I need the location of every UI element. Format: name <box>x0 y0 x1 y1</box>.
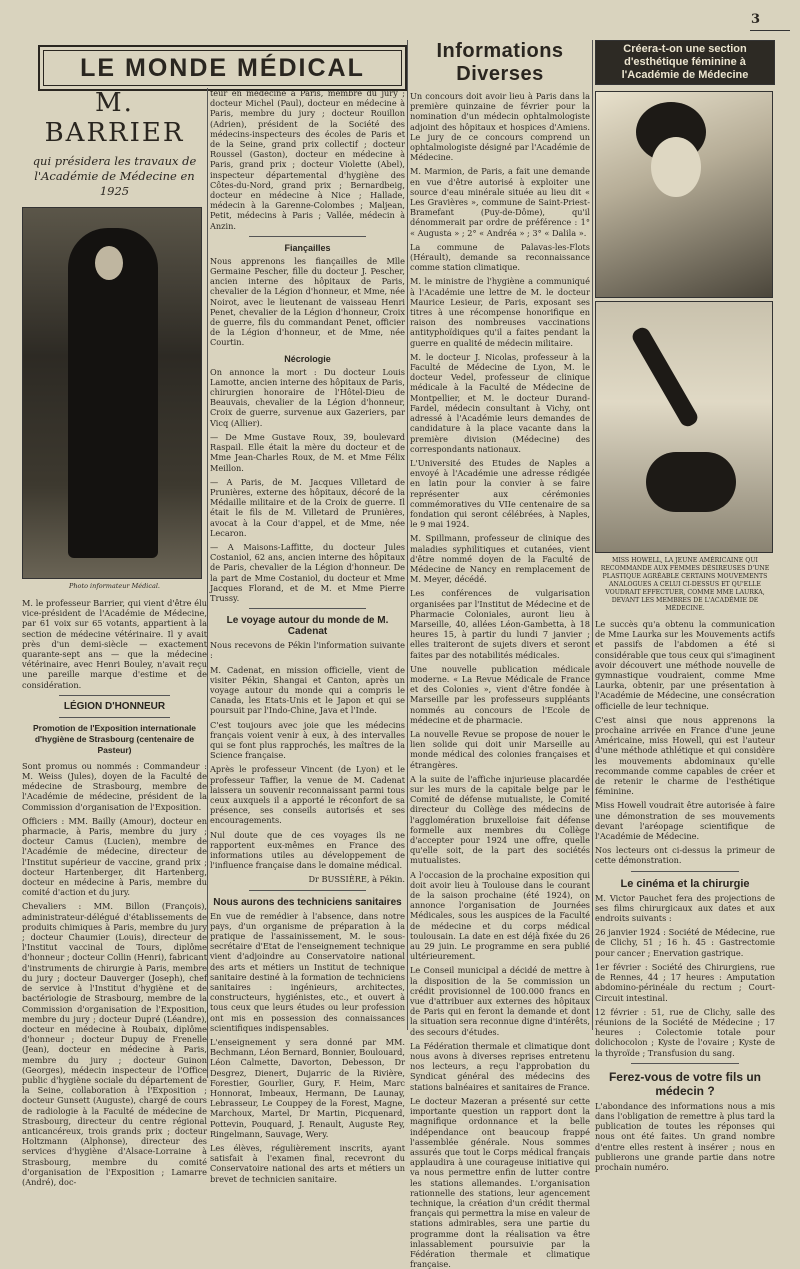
column-3 <box>410 40 591 1269</box>
exercise-photo <box>595 301 773 553</box>
barrier-subtitle: qui présidera les travaux de l'Académie de Médecine en 1925 <box>32 154 197 198</box>
legion-p2: Officiers : MM. Bailly (Amour), docteur en pharmacie, à Paris, membre du jury ; docteur Camus (Lucien), membre de l'Académie de médecine, directeur de l'Institut supérieur de vaccine, grand prix ; docteur Hartenberger, dit Hartenberg, docteur en médecine à Paris, membre du comité d'action et du jury. <box>22 815 207 898</box>
section-rule <box>59 695 170 696</box>
column-2 <box>210 88 405 1184</box>
column-1 <box>22 40 207 1187</box>
section-rule <box>631 871 739 872</box>
ferez-text: L'abondance des informations nous a mis dans l'obligation de remettre à plus tard la publication de toutes les réponses qui nous ont été faites. Un grand nombre d'entre elles restent à insérer ; nous en publierons une grande partie dans notre prochain numéro. <box>595 1100 775 1172</box>
esthetique-heading: Créera-t-on une section d'esthétique féminine à l'Académie de Médecine <box>595 40 775 85</box>
barrier-title: M. BARRIER <box>44 88 185 148</box>
info-p9: Une nouvelle publication médicale moderne. « La Revue Médicale de France et des Colonies », vient d'être fondée à Marseille par les professeurs suppléants nommés au concours de l'Ecole de médecine et de pharmacie. <box>410 663 590 725</box>
voyage-heading: Le voyage autour du monde de M. Cadenat <box>226 615 389 638</box>
section-rule <box>59 717 170 718</box>
voyage-3: C'est toujours avec joie que les médecins français voient venir à eux, à des intervalles qui se font plus rapprochés, les maîtres de la Science française. <box>210 719 405 761</box>
esthetique-p2: C'est ainsi que nous apprenons la prochaine arrivée en France d'une jeune Américaine, miss Howell, qui est l'auteur d'une méthode athlétique et qui considère les mouvements abdominaux qu'elle recommande comme capables de créer et de retenir le charme de l'esthétique féminine. <box>595 714 775 797</box>
portrait-photo <box>595 91 773 298</box>
tech-2: L'enseignement y sera donné par MM. Bechmann, Léon Bernard, Bonnier, Boulouard, Léon Calmette, Davorton, Debesson, Dr Desgrez, Dienert, Dujarric de la Rivière, Forestier, Gourlier, Gury, F. Heim, Marc Honnorat, Imbeaux, Hermann, De Launay, Lebrasseur, Le Couppey de la Forest, Magne, Marchoux, Martel, Dr Martin, Picquenard, Pottevin, Pouquard, J. Renault, Auguste Rey, Ringelmann, Sauvage, Wery. <box>210 1037 405 1139</box>
cinema-heading: Le cinéma et la chirurgie <box>620 877 750 890</box>
section-rule <box>249 236 366 237</box>
voyage-5: Nul doute que de ces voyages ils ne rapportent eux-mêmes en France des informations utiles au développement de l'influence française dans le domaine médical. <box>210 829 405 871</box>
esthetique-p3: Miss Howell voudrait être autorisée à faire une démonstration de ses mouvements devant l'aréopage scientifique de l'Académie de Médecine. <box>595 800 775 842</box>
column-4 <box>595 40 775 1172</box>
info-p6: L'Université des Etudes de Naples a envoyé à l'Académie une adresse rédigée en latin pour la convier à se faire représenter aux cérémonies commémoratives du VIIe centenaire de sa fondation qui seront célébrées, à Naples, le 9 mai 1924. <box>410 457 590 530</box>
col2-p1: teur en médecine à Paris, membre du jury ; docteur Michel (Paul), docteur en médecine à Paris, membre du jury ; docteur Rouillon (Adrien), président de la Société des médecins-inspecteurs des écoles de Paris et de la Seine, grand prix collectif ; docteur Roussel (Gaston), docteur en médecine à Paris, grand prix ; docteur Violette (Abel), inspecteur départemental d'hygiène des Côtes-du-Nord, grand prix ; Bernardbeig, docteur en médecine à Nice ; Hallade, médecin à la Garenne-Colombes ; Maljean, Petit, médecins à Paris ; Vallée, médecin à Anzin. <box>210 88 405 231</box>
exercise-caption: MISS HOWELL, LA JEUNE AMÉRICAINE QUI RECOMMANDE AUX FEMMES DÉSIREUSES D'UNE PLASTIQUE AGRÉABLE CERTAINS MOUVEMENTS ANALOGUES A CELUI CI-DESSUS ET QU'ELLE VOUDRAIT EFFECTUER, COMME MME LAURKA, DEVANT LES MEMBRES DE L'ACADÉMIE DE MÉDECINE. <box>600 557 770 612</box>
fiancailles-heading: Fiançailles <box>284 242 331 253</box>
info-p10: La nouvelle Revue se propose de nouer le lien solide qui doit unir Marseille au monde médical des colonies françaises et étrangères. <box>410 728 590 770</box>
face-shape <box>651 137 701 197</box>
tech-1: En vue de remédier à l'absence, dans notre pays, d'un organisme de préparation à la pratique de l'assainissement, M. le sous-secrétaire d'Etat de l'enseignement technique vient d'adjoindre au Conservatoire national des arts et métiers un Institut de technique sanitaire destiné à la formation de techniciens sanitaires : ingénieurs, architectes, constructeurs, hygiénistes, etc., et ouvert à tous ceux que leurs études ou leur profession ont mis en possession des connaissances scientifiques indispensables. <box>210 910 405 1033</box>
info-p12: A l'occasion de la prochaine exposition qui doit avoir lieu à Toulouse dans le courant de la saison prochaine (été 1924), on annonce l'organisation de Journées Médicales, sous les auspices de la Faculté de médecine et du corps médical toulousain. La date en est déjà fixée du 26 au 29 juin. Le programme en sera publié ultérieurement. <box>410 869 590 962</box>
necro-4: — A Maisons-Laffitte, du docteur Jules Costaniol, 62 ans, ancien interne des hôpitaux de Paris, chevalier de la Légion d'honneur. De la part de Mme Costaniol, du docteur et Mme Jacques Florand, et de M. et Mme Pierre Trussy. <box>210 541 405 603</box>
fiancailles-text: Nous apprenons les fiançailles de Mlle Germaine Pescher, fille du docteur J. Pescher, ancien interne des hôpitaux de Paris, chevalier de la Légion d'honneur, et Mme, née Noirot, avec le lieutenant de vaisseau Henri Penet, chevalier de la Légion d'honneur, Croix de guerre, fils du commandant Penet, officier de la Légion d'honneur, et de Mme, née Courtin. <box>210 255 405 348</box>
barrier-body: M. le professeur Barrier, qui vient d'être élu vice-président de l'Académie de Médecine, par 61 voix sur 65 votants, appartient à la section de médecine vétérinaire. Il y avait près d'un demi-siècle — exactement quarante-sept ans — que la médecine vétérinaire, avec Henri Bouley, n'avait reçu une pareille marque d'estime et de considération. <box>22 598 207 690</box>
barrier-photo <box>22 207 202 579</box>
necro-2: — De Mme Gustave Roux, 39, boulevard Raspail. Elle était la mère du docteur et de Mme Jean-Charles Roux, de M. et Mme Félix Meillon. <box>210 431 405 473</box>
raised-leg <box>630 325 701 429</box>
cinema-4: 12 février : 51, rue de Clichy, salle des réunions de la Société de Médecine ; 17 heures : Colectomie totale pour dolichocolon ; Kyste de l'ovaire ; Kyste de la thyroïde ; Transfusion du sang. <box>595 1006 775 1058</box>
esthetique-p1: Le succès qu'a obtenu la communication de Mme Laurka sur les Mouvements actifs et passifs de l'abdomen a été si considérable que tous ceux qui s'imaginent avoir découvert une méthode nouvelle de gymnastique voudraient, comme Mme Laurka, obtenir, par une présentation à l'Académie de Médecine, une consécration officielle de leur technique. <box>595 619 775 711</box>
section-rule <box>249 890 366 891</box>
body-shape <box>646 452 736 512</box>
cinema-2: 26 janvier 1924 : Société de Médecine, rue de Clichy, 51 ; 16 h. 45 : Gastrectomie pour cancer ; Enervation gastrique. <box>595 927 775 958</box>
info-p1: Un concours doit avoir lieu à Paris dans la première quinzaine de février pour la nomination d'un médecin ophtalmologiste adjoint des hôpitaux et hospices d'Amiens. Le jury de ce concours comprend un ophtalmologiste désigné par l'Académie de Médecine. <box>410 91 590 163</box>
voyage-2: M. Cadenat, en mission officielle, vient de visiter Pékin, Shangai et Canton, après un voyage autour du monde qui a compris le Canada, les Etats-Unis et le Japon et qui se poursuit par l'Indo-Chine, Java et l'Inde. <box>210 664 405 716</box>
ferez-heading: Ferez-vous de votre fils un médecin ? <box>608 1069 762 1098</box>
info-p13: Le Conseil municipal a décidé de mettre à la disposition de la 5e commission un crédit provisionnel de 100.000 francs en vue d'attribuer aux externes des hôpitaux de Paris qui en feront la demande et dont la situation sera reconnue digne d'intérêts, des secours d'études. <box>410 965 590 1037</box>
masthead: LE MONDE MÉDICAL <box>38 45 407 91</box>
esthetique-p4: Nos lecteurs ont ci-dessus la primeur de cette démonstration. <box>595 845 775 866</box>
necro-1: On annonce la mort : Du docteur Louis Lamotte, ancien interne des hôpitaux de Paris, chirurgien honoraire de l'Hôtel-Dieu de Beauvais, chevalier de la Légion d'honneur, Croix de guerre, survenue aux Gazeriers, par Vicq (Allier). <box>210 366 405 428</box>
necrologie-heading: Nécrologie <box>284 353 331 364</box>
informations-heading: Informations Diverses <box>436 40 564 85</box>
info-p14: La Fédération thermale et climatique dont nous avons à diverses reprises entretenu nos lecteurs, a reçu l'approbation du Syndicat général des médecins des stations balnéaires et sanitaires de France. <box>410 1040 590 1092</box>
necro-3: — A Paris, de M. Jacques Villetard de Prunières, externe des hôpitaux, décoré de la Médaille militaire et de la Croix de guerre. Il était le fils de M. Villetard de Prunières, avocat à la Cour d'appel, et de Mme, née Lecaron. <box>210 476 405 538</box>
info-p8: Les conférences de vulgarisation organisées par l'Institut de Médecine et de Pharmacie Coloniales, auront lieu à Marseille, 40, allées Léon-Gambetta, à 18 heures 15, à partir du lundi 7 janvier ; elles traiteront de sujets divers et seront faites par des notabilités médicales. <box>410 588 590 660</box>
column-divider <box>592 40 593 1030</box>
legion-subheading: Promotion de l'Exposition internationale d'hygiène de Strasbourg (centenaire de Pasteur) <box>32 722 197 755</box>
info-p15: Le docteur Mazeran a présenté sur cette importante question un rapport dont la magnifique ordonnance et la belle indépendance ont beaucoup frappé l'assemblée générale. Nous sommes assurés que tout le Corps médical français applaudira à une courageuse initiative qui va nous permettre enfin de lutter contre les stations allemandes. L'organisation rationnelle des stations, leur agencement technique, la création d'un crédit thermal français qui permettra la mise en valeur de stations admirables, sera une partie du programme dont la réalisation va être inlassablement poursuivie par la Fédération thermale et climatique française. <box>410 1095 591 1269</box>
legion-p3: Chevaliers : MM. Billon (François), administrateur-délégué d'établissements de produits chimiques à Paris, membre du jury ; docteur Chaumier (Louis), directeur de l'Institut vaccinal de Tours, diplôme d'honneur ; docteur Collin (Henri), fabricant d'instruments de chirurgie à Paris, membre du jury ; docteur Dauverger (Joseph), chef de service à l'Institut d'hygiène et de bactériologie de Strasbourg, membre de la Commission d'organisation de l'Exposition, membre du jury ; docteur Dupré (Léandre), docteur en médecine à Roubaix, diplôme d'honneur ; docteur Dupuy de Frenelle (Jean), docteur en médecine à Paris, membre du jury ; docteur Guinon (Georges), médecin inspecteur de l'Office public d'hygiène sociale du département de la Seine, collaboration à l'Exposition ; docteur Gunsett (Auguste), chargé de cours de radiologie à la Faculté de médecine de Strasbourg, directeur du centre régional anticancéreux, trois grands prix ; docteur Holtzmann (Alphonse), directeur des services d'hygiène d'Alsace-Lorraine à Strasbourg, membre du comité d'organisation de l'Exposition ; Lamarre (André), doc- <box>22 901 207 1187</box>
column-divider <box>207 88 208 1078</box>
legion-heading: LÉGION D'HONNEUR <box>63 700 166 712</box>
top-rule <box>750 30 790 31</box>
info-p3: La commune de Palavas-les-Flots (Hérault), demande sa reconnaissance comme station climatique. <box>410 241 590 273</box>
section-rule <box>249 608 366 609</box>
cinema-1: M. Victor Pauchet fera des projections de ses films chirurgicaux aux dates et aux endroits suivants : <box>595 892 775 924</box>
info-p2: M. Marmion, de Paris, a fait une demande en vue d'être autorisé à exploiter une source d'eau minérale située au lieu dit « Les Gravières », commune de Saint-Priest-Bramefant (Puy-de-Dôme), qu'il dénommerait par ordre de préférence : 1° « Augusta » ; 2° « Andréa » ; 3° « Dalila ». <box>410 166 590 238</box>
tech-3: Les élèves, régulièrement inscrits, ayant satisfait à l'examen final, recevront du Conservatoire national des arts et métiers un brevet de technicien sanitaire. <box>210 1143 405 1184</box>
voyage-1: Nous recevons de Pékin l'information suivante : <box>210 640 405 661</box>
voyage-4: Après le professeur Vincent (de Lyon) et le professeur Taffier, la venue de M. Cadenat laissera un souvenir reconnaissant parmi tous ceux auxquels il a apporté le réconfort de sa présence, ses conseils autorisés et ses encouragements. <box>210 764 405 826</box>
photo-caption: Photo informateur Médical. <box>68 582 161 590</box>
info-p7: M. Spillmann, professeur de clinique des maladies syphilitiques et cutanées, vient d'être nommé doyen de la Faculté de Médecine de Nancy en remplacement de M. Meyer, décédé. <box>410 533 590 585</box>
page-number: 3 <box>750 12 760 27</box>
section-rule <box>631 1063 739 1064</box>
info-p5: M. le docteur J. Nicolas, professeur à la Faculté de Médecine de Lyon, M. le docteur Vedel, professeur de clinique médicale à la Faculté de Médecine de Montpellier, et M. le docteur Durand-Fardel, médecin consultant à Vichy, ont adressé à l'Académie leurs demandes de candidature à la place vacante dans la première division (Médecine) des correspondants nationaux. <box>410 351 590 454</box>
info-p4: M. le ministre de l'hygiène a communiqué à l'Académie une lettre de M. le docteur Maurice Lesieur, de Paris, exposant ses titres à une récompense honorifique en raison des nombreuses vaccinations antityphoïdiques qu'il a faites pendant la guerre en qualité de médecin militaire. <box>410 276 590 348</box>
figure-face <box>95 246 123 280</box>
voyage-signature: Dr BUSSIÈRE, à Pékin. <box>308 874 405 885</box>
tech-heading: Nous aurons des techniciens sanitaires <box>213 896 402 908</box>
info-p11: A la suite de l'affiche injurieuse placardée sur les murs de la capitale belge par le Comité de défense mutualiste, le Comité directeur du Collège des médecins de l'agglomération bruxelloise fait défense formelle aux membres du Collège d'accepter pour 1924 une offre, quelle qu'elle soit, de la part des sociétés mutualistes. <box>410 773 590 866</box>
legion-p1: Sont promus ou nommés : Commandeur : M. Weiss (Jules), doyen de la Faculté de médecine de Strasbourg, membre de l'Académie de médecine, président de la Commission d'organisation de l'Exposition. <box>22 760 207 812</box>
column-divider <box>407 40 408 1030</box>
cinema-3: 1er février : Société des Chirurgiens, rue de Rennes, 44 ; 17 heures : Amputation abdomino-périnéale du rectum ; Court-Circuit intestinal. <box>595 961 775 1003</box>
